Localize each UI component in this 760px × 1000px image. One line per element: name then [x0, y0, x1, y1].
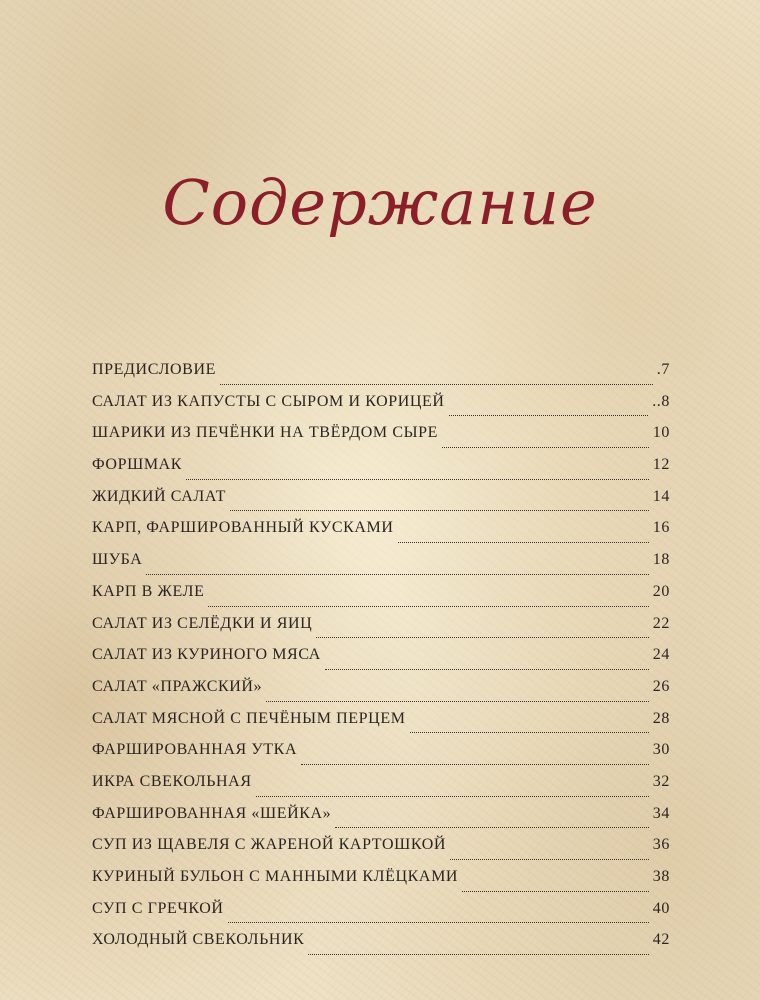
toc-dot-leader — [208, 606, 648, 607]
toc-entry-label: САЛАТ ИЗ КАПУСТЫ С СЫРОМ И КОРИЦЕЙ — [92, 392, 445, 410]
toc-entry — [92, 836, 670, 868]
toc-entry-page: 34 — [652, 804, 670, 822]
toc-entry-label: ХОЛОДНЫЙ СВЕКОЛЬНИК — [92, 931, 305, 949]
toc-entry-label: САЛАТ ИЗ КУРИНОГО МЯСА — [92, 646, 321, 664]
toc-entry-page: 40 — [652, 899, 670, 917]
toc-entry — [92, 361, 670, 393]
toc-entry-label: ФАРШИРОВАННАЯ УТКА — [92, 741, 298, 759]
toc-dot-leader — [398, 542, 649, 543]
toc-entry — [92, 456, 670, 488]
toc-dot-leader — [316, 637, 648, 638]
toc-entry-label: САЛАТ МЯСНОЙ С ПЕЧЁНЫМ ПЕРЦЕМ — [92, 709, 406, 727]
toc-dot-leader — [256, 796, 649, 797]
toc-entry-label: ФОРШМАК — [92, 456, 183, 474]
toc-dot-leader — [301, 764, 649, 765]
toc-entry-page: 28 — [652, 709, 670, 727]
toc-entry — [92, 868, 670, 900]
toc-entry-page: 38 — [652, 868, 670, 885]
toc-entry — [92, 678, 670, 710]
toc-entry — [92, 551, 670, 583]
toc-dot-leader — [442, 447, 649, 448]
toc-entry-label: ФАРШИРОВАННАЯ «ШЕЙКА» — [92, 804, 332, 822]
toc-entry-label: САЛАТ «ПРАЖСКИЙ» — [92, 677, 263, 695]
toc-entry-page: 14 — [652, 487, 670, 505]
toc-entry — [92, 931, 670, 963]
toc-entry — [92, 583, 670, 615]
toc-entry-page: 42 — [652, 931, 670, 949]
toc-entry-page: 12 — [652, 456, 670, 474]
page-title: Содержание — [162, 166, 598, 239]
toc-dot-leader — [186, 479, 649, 480]
toc-dot-leader — [228, 922, 649, 923]
toc-entry — [92, 900, 670, 932]
toc-entry — [92, 393, 670, 425]
toc-dot-leader — [230, 510, 649, 511]
toc-entry-label: ЖИДКИЙ САЛАТ — [92, 487, 226, 505]
toc-entry — [92, 741, 670, 773]
toc-entry-page: ..8 — [652, 392, 670, 410]
toc-dot-leader — [146, 574, 648, 575]
toc-entry — [92, 710, 670, 742]
toc-entry-label: КАРП В ЖЕЛЕ — [92, 582, 205, 600]
toc-entry-label: СУП ИЗ ЩАВЕЛЯ С ЖАРЕНОЙ КАРТОШКОЙ — [92, 836, 447, 854]
toc-dot-leader — [308, 954, 648, 955]
toc-entry-page: 16 — [652, 519, 670, 537]
toc-entry-label: СУП С ГРЕЧКОЙ — [92, 899, 224, 917]
toc-dot-leader — [325, 669, 649, 670]
toc-entry-page: 22 — [652, 614, 670, 632]
toc-entry-page: 24 — [652, 646, 670, 664]
toc-entry-page: 26 — [652, 677, 670, 695]
toc-entry-label: ШАРИКИ ИЗ ПЕЧЁНКИ НА ТВЁРДОМ СЫРЕ — [92, 424, 439, 442]
toc-entry-label: КУРИНЫЙ БУЛЬОН С МАННЫМИ КЛЁЦКАМИ — [92, 868, 459, 885]
toc-entry-label: ИКРА СВЕКОЛЬНАЯ — [92, 772, 252, 790]
toc-entry — [92, 805, 670, 837]
toc-entry — [92, 519, 670, 551]
toc-dot-leader — [335, 827, 649, 828]
toc-entry — [92, 424, 670, 456]
toc-dot-leader — [450, 859, 649, 860]
toc-entry-page: 36 — [652, 836, 670, 854]
toc-dot-leader — [410, 732, 649, 733]
toc-entry-page: 10 — [652, 424, 670, 442]
toc-entry-label: ШУБА — [92, 551, 143, 569]
toc-entry-page: 18 — [652, 551, 670, 569]
toc-entry-label: КАРП, ФАРШИРОВАННЫЙ КУСКАМИ — [92, 519, 394, 537]
toc-entry-label: ПРЕДИСЛОВИЕ — [92, 361, 216, 378]
toc-entry — [92, 615, 670, 647]
toc-dot-leader — [449, 415, 649, 416]
toc-entry-page: 30 — [652, 741, 670, 759]
toc-entry — [92, 646, 670, 678]
toc-entry-page: 32 — [652, 772, 670, 790]
toc-dot-leader — [266, 701, 649, 702]
toc-dot-leader — [462, 891, 649, 892]
toc-entry-page: 20 — [652, 582, 670, 600]
toc-entry-page: .7 — [656, 361, 670, 378]
toc-dot-leader — [220, 384, 653, 385]
table-of-contents — [92, 361, 670, 963]
toc-entry — [92, 773, 670, 805]
toc-entry — [92, 488, 670, 520]
toc-entry-label: САЛАТ ИЗ СЕЛЁДКИ И ЯИЦ — [92, 614, 313, 632]
